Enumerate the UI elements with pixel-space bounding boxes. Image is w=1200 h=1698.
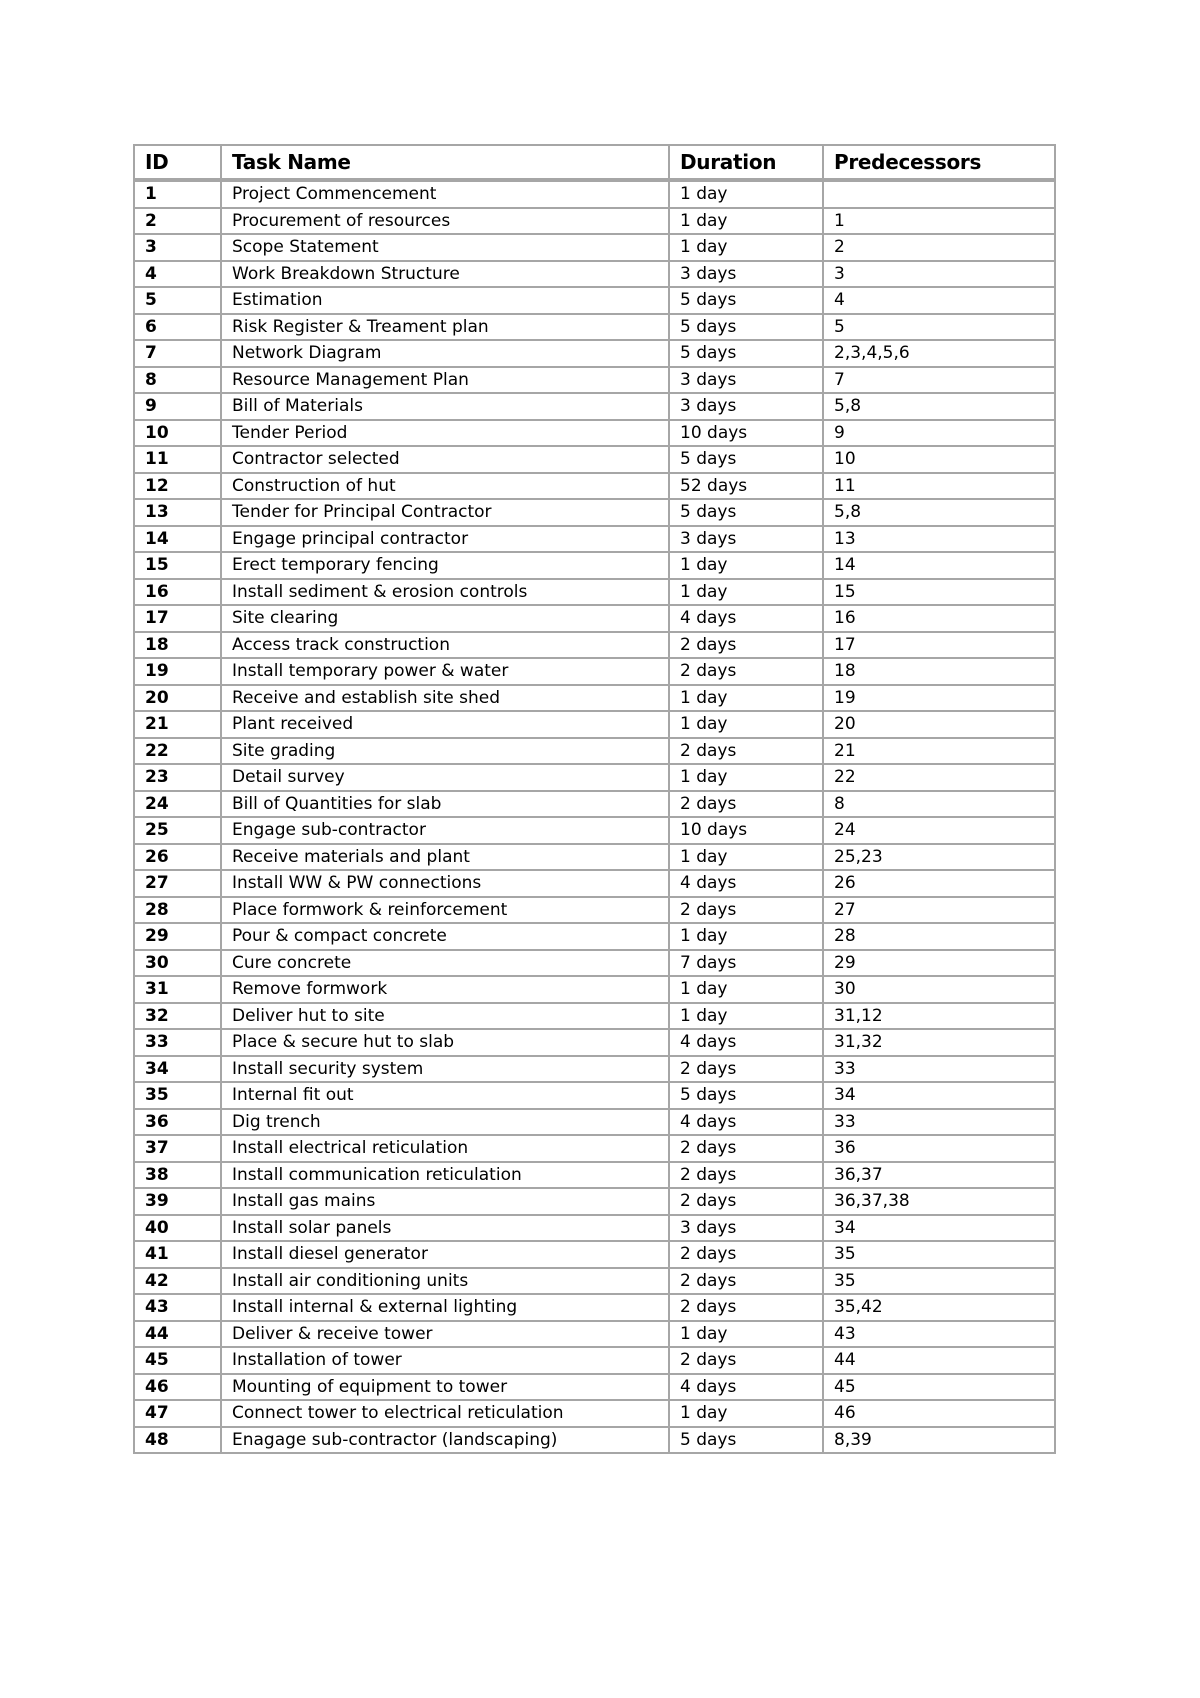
- task-name-cell: Install air conditioning units: [221, 1268, 669, 1295]
- task-predecessors-cell: 2,3,4,5,6: [823, 340, 1055, 367]
- table-row: [134, 446, 1055, 473]
- task-name-cell: Install temporary power & water: [221, 658, 669, 685]
- task-name-cell: Resource Management Plan: [221, 367, 669, 394]
- task-id-cell: 28: [134, 897, 221, 924]
- task-id-cell: 7: [134, 340, 221, 367]
- task-predecessors-cell: 5,8: [823, 499, 1055, 526]
- task-name-cell: Receive materials and plant: [221, 844, 669, 871]
- task-id-cell: 44: [134, 1321, 221, 1348]
- table-row: [134, 287, 1055, 314]
- table-row: [134, 552, 1055, 579]
- task-predecessors-cell: 16: [823, 605, 1055, 632]
- task-name-cell: Risk Register & Treament plan: [221, 314, 669, 341]
- table-row: [134, 261, 1055, 288]
- task-predecessors-cell: 35: [823, 1268, 1055, 1295]
- task-id-cell: 6: [134, 314, 221, 341]
- task-duration-cell: 1 day: [669, 180, 823, 208]
- task-predecessors-cell: 8,39: [823, 1427, 1055, 1454]
- task-id-cell: 29: [134, 923, 221, 950]
- task-predecessors-cell: 43: [823, 1321, 1055, 1348]
- task-id-cell: 38: [134, 1162, 221, 1189]
- task-id-cell: 42: [134, 1268, 221, 1295]
- task-name-cell: Engage principal contractor: [221, 526, 669, 553]
- task-name-cell: Scope Statement: [221, 234, 669, 261]
- task-predecessors-cell: 34: [823, 1082, 1055, 1109]
- task-name-cell: Install WW & PW connections: [221, 870, 669, 897]
- task-duration-cell: 5 days: [669, 287, 823, 314]
- task-name-cell: Construction of hut: [221, 473, 669, 500]
- header-row: [134, 145, 1055, 180]
- table-row: [134, 1162, 1055, 1189]
- task-id-cell: 24: [134, 791, 221, 818]
- table-row: [134, 1109, 1055, 1136]
- task-id-cell: 39: [134, 1188, 221, 1215]
- task-predecessors-cell: 34: [823, 1215, 1055, 1242]
- task-schedule-table: [133, 144, 1056, 1454]
- task-predecessors-cell: 45: [823, 1374, 1055, 1401]
- task-duration-cell: 2 days: [669, 1056, 823, 1083]
- task-name-cell: Enagage sub-contractor (landscaping): [221, 1427, 669, 1454]
- table-row: [134, 367, 1055, 394]
- table-row: [134, 711, 1055, 738]
- table-row: [134, 208, 1055, 235]
- task-duration-cell: 52 days: [669, 473, 823, 500]
- task-predecessors-cell: 33: [823, 1109, 1055, 1136]
- task-id-cell: 8: [134, 367, 221, 394]
- task-name-cell: Network Diagram: [221, 340, 669, 367]
- task-predecessors-cell: 36: [823, 1135, 1055, 1162]
- task-id-cell: 31: [134, 976, 221, 1003]
- task-id-cell: 1: [134, 180, 221, 208]
- task-duration-cell: 1 day: [669, 208, 823, 235]
- task-duration-cell: 1 day: [669, 234, 823, 261]
- task-name-cell: Procurement of resources: [221, 208, 669, 235]
- task-duration-cell: 1 day: [669, 1321, 823, 1348]
- task-duration-cell: 1 day: [669, 976, 823, 1003]
- table-row: [134, 1135, 1055, 1162]
- task-id-cell: 26: [134, 844, 221, 871]
- table-row: [134, 764, 1055, 791]
- task-duration-cell: 2 days: [669, 632, 823, 659]
- task-name-cell: Project Commencement: [221, 180, 669, 208]
- task-predecessors-cell: 15: [823, 579, 1055, 606]
- table-row: [134, 791, 1055, 818]
- task-duration-cell: 2 days: [669, 658, 823, 685]
- task-name-cell: Receive and establish site shed: [221, 685, 669, 712]
- task-id-cell: 20: [134, 685, 221, 712]
- task-name-cell: Install solar panels: [221, 1215, 669, 1242]
- task-duration-cell: 2 days: [669, 897, 823, 924]
- task-duration-cell: 3 days: [669, 367, 823, 394]
- table-row: [134, 976, 1055, 1003]
- task-predecessors-cell: 4: [823, 287, 1055, 314]
- task-id-cell: 30: [134, 950, 221, 977]
- task-id-cell: 48: [134, 1427, 221, 1454]
- task-name-cell: Site grading: [221, 738, 669, 765]
- task-id-cell: 17: [134, 605, 221, 632]
- table-row: [134, 1029, 1055, 1056]
- task-duration-cell: 4 days: [669, 605, 823, 632]
- task-id-cell: 12: [134, 473, 221, 500]
- task-predecessors-cell: 27: [823, 897, 1055, 924]
- table-row: [134, 605, 1055, 632]
- task-predecessors-cell: 31,12: [823, 1003, 1055, 1030]
- table-row: [134, 897, 1055, 924]
- task-predecessors-cell: 44: [823, 1347, 1055, 1374]
- table-row: [134, 1400, 1055, 1427]
- task-duration-cell: 5 days: [669, 340, 823, 367]
- task-duration-cell: 2 days: [669, 1135, 823, 1162]
- task-name-cell: Engage sub-contractor: [221, 817, 669, 844]
- task-id-cell: 32: [134, 1003, 221, 1030]
- task-name-cell: Site clearing: [221, 605, 669, 632]
- task-name-cell: Detail survey: [221, 764, 669, 791]
- task-name-cell: Bill of Materials: [221, 393, 669, 420]
- task-name-cell: Plant received: [221, 711, 669, 738]
- task-id-cell: 36: [134, 1109, 221, 1136]
- task-name-cell: Bill of Quantities for slab: [221, 791, 669, 818]
- task-predecessors-cell: 31,32: [823, 1029, 1055, 1056]
- task-duration-cell: 4 days: [669, 1374, 823, 1401]
- table-row: [134, 473, 1055, 500]
- task-predecessors-cell: 29: [823, 950, 1055, 977]
- task-duration-cell: 4 days: [669, 1109, 823, 1136]
- task-duration-cell: 3 days: [669, 393, 823, 420]
- task-duration-cell: 2 days: [669, 1188, 823, 1215]
- task-name-cell: Estimation: [221, 287, 669, 314]
- task-predecessors-cell: 21: [823, 738, 1055, 765]
- table-row: [134, 685, 1055, 712]
- table-row: [134, 1188, 1055, 1215]
- task-name-cell: Install diesel generator: [221, 1241, 669, 1268]
- task-predecessors-cell: 9: [823, 420, 1055, 447]
- task-duration-cell: 1 day: [669, 711, 823, 738]
- task-name-cell: Internal fit out: [221, 1082, 669, 1109]
- task-id-cell: 23: [134, 764, 221, 791]
- task-name-cell: Deliver hut to site: [221, 1003, 669, 1030]
- task-id-cell: 2: [134, 208, 221, 235]
- task-duration-cell: 2 days: [669, 791, 823, 818]
- table-row: [134, 1215, 1055, 1242]
- task-duration-cell: 5 days: [669, 314, 823, 341]
- task-id-cell: 43: [134, 1294, 221, 1321]
- task-duration-cell: 5 days: [669, 1082, 823, 1109]
- task-name-cell: Erect temporary fencing: [221, 552, 669, 579]
- task-id-cell: 11: [134, 446, 221, 473]
- table-row: [134, 420, 1055, 447]
- task-id-cell: 46: [134, 1374, 221, 1401]
- header-predecessors: Predecessors: [823, 145, 1055, 180]
- task-name-cell: Connect tower to electrical reticulation: [221, 1400, 669, 1427]
- task-predecessors-cell: 17: [823, 632, 1055, 659]
- table-row: [134, 658, 1055, 685]
- task-predecessors-cell: 5,8: [823, 393, 1055, 420]
- table-row: [134, 340, 1055, 367]
- task-id-cell: 5: [134, 287, 221, 314]
- task-id-cell: 47: [134, 1400, 221, 1427]
- table-row: [134, 234, 1055, 261]
- task-id-cell: 3: [134, 234, 221, 261]
- table-header: [134, 145, 1055, 180]
- task-duration-cell: 1 day: [669, 579, 823, 606]
- table-row: [134, 632, 1055, 659]
- task-id-cell: 33: [134, 1029, 221, 1056]
- task-predecessors-cell: 28: [823, 923, 1055, 950]
- task-predecessors-cell: 18: [823, 658, 1055, 685]
- task-name-cell: Pour & compact concrete: [221, 923, 669, 950]
- task-name-cell: Install communication reticulation: [221, 1162, 669, 1189]
- task-name-cell: Contractor selected: [221, 446, 669, 473]
- task-duration-cell: 2 days: [669, 1268, 823, 1295]
- task-name-cell: Tender Period: [221, 420, 669, 447]
- table-row: [134, 1056, 1055, 1083]
- task-name-cell: Install sediment & erosion controls: [221, 579, 669, 606]
- table-row: [134, 180, 1055, 208]
- task-duration-cell: 2 days: [669, 1162, 823, 1189]
- task-name-cell: Work Breakdown Structure: [221, 261, 669, 288]
- task-id-cell: 16: [134, 579, 221, 606]
- task-predecessors-cell: [823, 180, 1055, 208]
- task-id-cell: 4: [134, 261, 221, 288]
- table-row: [134, 950, 1055, 977]
- task-duration-cell: 5 days: [669, 446, 823, 473]
- task-predecessors-cell: 33: [823, 1056, 1055, 1083]
- task-predecessors-cell: 3: [823, 261, 1055, 288]
- task-predecessors-cell: 30: [823, 976, 1055, 1003]
- task-id-cell: 40: [134, 1215, 221, 1242]
- task-id-cell: 41: [134, 1241, 221, 1268]
- task-duration-cell: 5 days: [669, 499, 823, 526]
- task-predecessors-cell: 36,37,38: [823, 1188, 1055, 1215]
- table-row: [134, 1082, 1055, 1109]
- task-duration-cell: 2 days: [669, 1294, 823, 1321]
- task-predecessors-cell: 35,42: [823, 1294, 1055, 1321]
- task-duration-cell: 1 day: [669, 1003, 823, 1030]
- table-row: [134, 526, 1055, 553]
- task-id-cell: 37: [134, 1135, 221, 1162]
- task-predecessors-cell: 25,23: [823, 844, 1055, 871]
- task-name-cell: Tender for Principal Contractor: [221, 499, 669, 526]
- task-id-cell: 9: [134, 393, 221, 420]
- task-duration-cell: 4 days: [669, 1029, 823, 1056]
- task-predecessors-cell: 46: [823, 1400, 1055, 1427]
- task-name-cell: Cure concrete: [221, 950, 669, 977]
- task-id-cell: 18: [134, 632, 221, 659]
- task-duration-cell: 10 days: [669, 817, 823, 844]
- task-name-cell: Remove formwork: [221, 976, 669, 1003]
- task-duration-cell: 1 day: [669, 685, 823, 712]
- task-predecessors-cell: 10: [823, 446, 1055, 473]
- task-name-cell: Deliver & receive tower: [221, 1321, 669, 1348]
- task-id-cell: 15: [134, 552, 221, 579]
- task-name-cell: Dig trench: [221, 1109, 669, 1136]
- task-name-cell: Mounting of equipment to tower: [221, 1374, 669, 1401]
- header-id: ID: [134, 145, 221, 180]
- task-name-cell: Place formwork & reinforcement: [221, 897, 669, 924]
- task-predecessors-cell: 13: [823, 526, 1055, 553]
- table-row: [134, 579, 1055, 606]
- task-id-cell: 21: [134, 711, 221, 738]
- task-id-cell: 34: [134, 1056, 221, 1083]
- table-row: [134, 1321, 1055, 1348]
- table-row: [134, 1294, 1055, 1321]
- header-task-name: Task Name: [221, 145, 669, 180]
- task-id-cell: 25: [134, 817, 221, 844]
- task-duration-cell: 3 days: [669, 526, 823, 553]
- table-row: [134, 1427, 1055, 1454]
- task-id-cell: 45: [134, 1347, 221, 1374]
- table-body: [134, 180, 1055, 1453]
- task-predecessors-cell: 5: [823, 314, 1055, 341]
- task-predecessors-cell: 20: [823, 711, 1055, 738]
- task-predecessors-cell: 2: [823, 234, 1055, 261]
- task-duration-cell: 1 day: [669, 923, 823, 950]
- task-predecessors-cell: 22: [823, 764, 1055, 791]
- table-row: [134, 923, 1055, 950]
- task-name-cell: Install gas mains: [221, 1188, 669, 1215]
- header-duration: Duration: [669, 145, 823, 180]
- task-duration-cell: 1 day: [669, 552, 823, 579]
- task-id-cell: 14: [134, 526, 221, 553]
- table-row: [134, 1003, 1055, 1030]
- task-name-cell: Install internal & external lighting: [221, 1294, 669, 1321]
- table-row: [134, 1374, 1055, 1401]
- table-row: [134, 393, 1055, 420]
- task-name-cell: Access track construction: [221, 632, 669, 659]
- task-duration-cell: 5 days: [669, 1427, 823, 1454]
- task-predecessors-cell: 35: [823, 1241, 1055, 1268]
- task-predecessors-cell: 26: [823, 870, 1055, 897]
- table-row: [134, 1241, 1055, 1268]
- task-predecessors-cell: 1: [823, 208, 1055, 235]
- task-predecessors-cell: 7: [823, 367, 1055, 394]
- task-id-cell: 10: [134, 420, 221, 447]
- task-duration-cell: 3 days: [669, 1215, 823, 1242]
- task-id-cell: 27: [134, 870, 221, 897]
- table-row: [134, 844, 1055, 871]
- task-predecessors-cell: 11: [823, 473, 1055, 500]
- table-row: [134, 817, 1055, 844]
- table-row: [134, 1347, 1055, 1374]
- task-id-cell: 13: [134, 499, 221, 526]
- task-duration-cell: 3 days: [669, 261, 823, 288]
- task-name-cell: Installation of tower: [221, 1347, 669, 1374]
- task-duration-cell: 7 days: [669, 950, 823, 977]
- task-duration-cell: 2 days: [669, 738, 823, 765]
- task-predecessors-cell: 24: [823, 817, 1055, 844]
- task-predecessors-cell: 19: [823, 685, 1055, 712]
- task-predecessors-cell: 36,37: [823, 1162, 1055, 1189]
- task-duration-cell: 1 day: [669, 844, 823, 871]
- task-id-cell: 22: [134, 738, 221, 765]
- task-duration-cell: 10 days: [669, 420, 823, 447]
- task-duration-cell: 4 days: [669, 870, 823, 897]
- table-row: [134, 314, 1055, 341]
- task-id-cell: 35: [134, 1082, 221, 1109]
- task-predecessors-cell: 8: [823, 791, 1055, 818]
- table-row: [134, 1268, 1055, 1295]
- task-duration-cell: 1 day: [669, 1400, 823, 1427]
- task-predecessors-cell: 14: [823, 552, 1055, 579]
- table-row: [134, 870, 1055, 897]
- task-duration-cell: 2 days: [669, 1241, 823, 1268]
- task-name-cell: Install security system: [221, 1056, 669, 1083]
- task-duration-cell: 2 days: [669, 1347, 823, 1374]
- task-id-cell: 19: [134, 658, 221, 685]
- task-duration-cell: 1 day: [669, 764, 823, 791]
- table-row: [134, 738, 1055, 765]
- table-row: [134, 499, 1055, 526]
- task-name-cell: Install electrical reticulation: [221, 1135, 669, 1162]
- task-name-cell: Place & secure hut to slab: [221, 1029, 669, 1056]
